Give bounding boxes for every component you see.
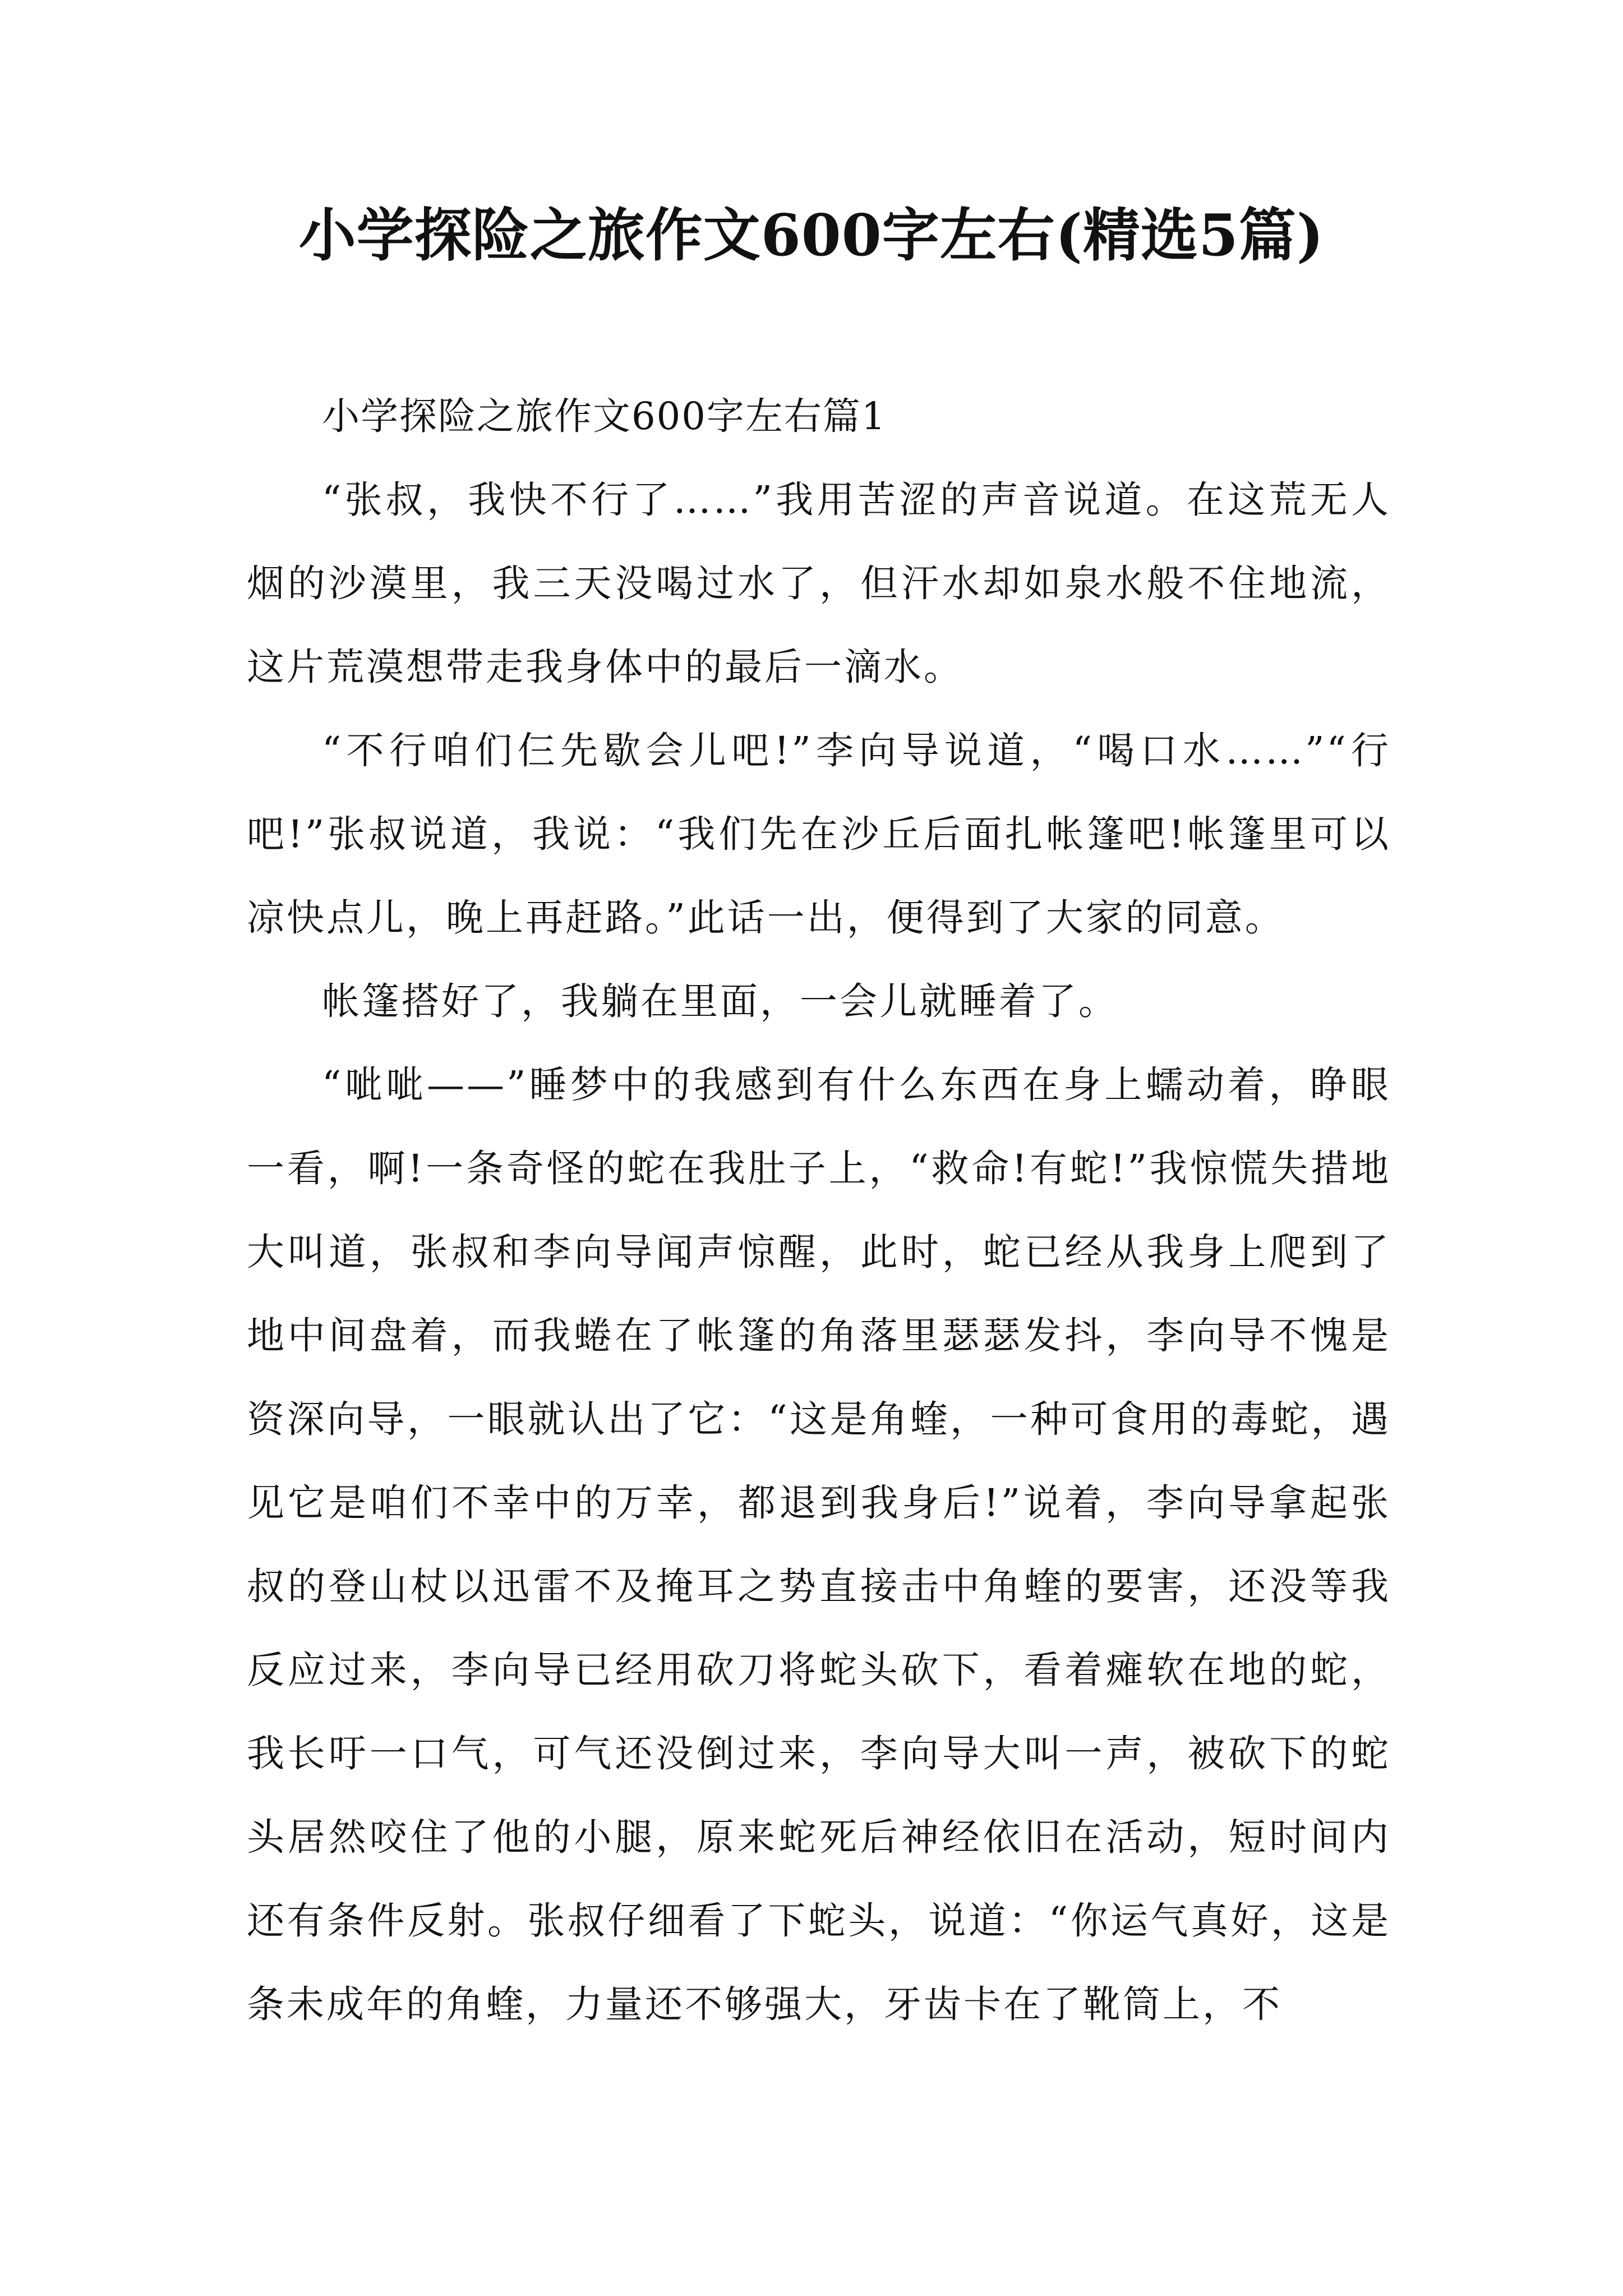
document-title: 小学探险之旅作文600字左右(精选5篇) <box>298 202 1325 269</box>
paragraph: “呲呲——”睡梦中的我感到有什么东西在身上蠕动着，睁眼一看，啊!一条奇怪的蛇在我肚子上，“救命!有蛇!”我惊慌失措地大叫道，张叔和李向导闻声惊醒，此时，蛇已经从我身上爬到了地中间盘着，而我蜷在了帐篷的角落里瑟瑟发抖，李向导不愧是资深向导，一眼就认出了它：“这是角蝰，一种可食用的毒蛇，遇见它是咱们不幸中的万幸，都退到我身后!”说着，李向导拿起张叔的登山杖以迅雷不及掩耳之势直接击中角蝰的要害，还没等我反应过来，李向导已经用砍刀将蛇头砍下，看着瘫软在地的蛇，我长吁一口气，可气还没倒过来，李向导大叫一声，被砍下的蛇头居然咬住了他的小腿，原来蛇死后神经依旧在活动，短时间内还有条件反射。张叔仔细看了下蛇头，说道：“你运气真好，这是条未成年的角蝰，力量还不够强大，牙齿卡在了靴筒上，不 <box>247 1063 1391 2026</box>
section-heading: 小学探险之旅作文600字左右篇1 <box>322 394 887 438</box>
paragraph: “不行咱们仨先歇会儿吧!”李向导说道，“喝口水……”“行吧!”张叔说道，我说：“我们先在沙丘后面扎帐篷吧!帐篷里可以凉快点儿，晚上再赶路。”此话一出，便得到了大家的同意。 <box>247 729 1391 940</box>
document-body <box>247 375 1391 2046</box>
paragraph: 帐篷搭好了，我躺在里面，一会儿就睡着了。 <box>322 979 1118 1023</box>
paragraph: “张叔，我快不行了……”我用苦涩的声音说道。在这荒无人烟的沙漠里，我三天没喝过水了，但汗水却如泉水般不住地流，这片荒漠想带走我身体中的最后一滴水。 <box>247 478 1391 689</box>
